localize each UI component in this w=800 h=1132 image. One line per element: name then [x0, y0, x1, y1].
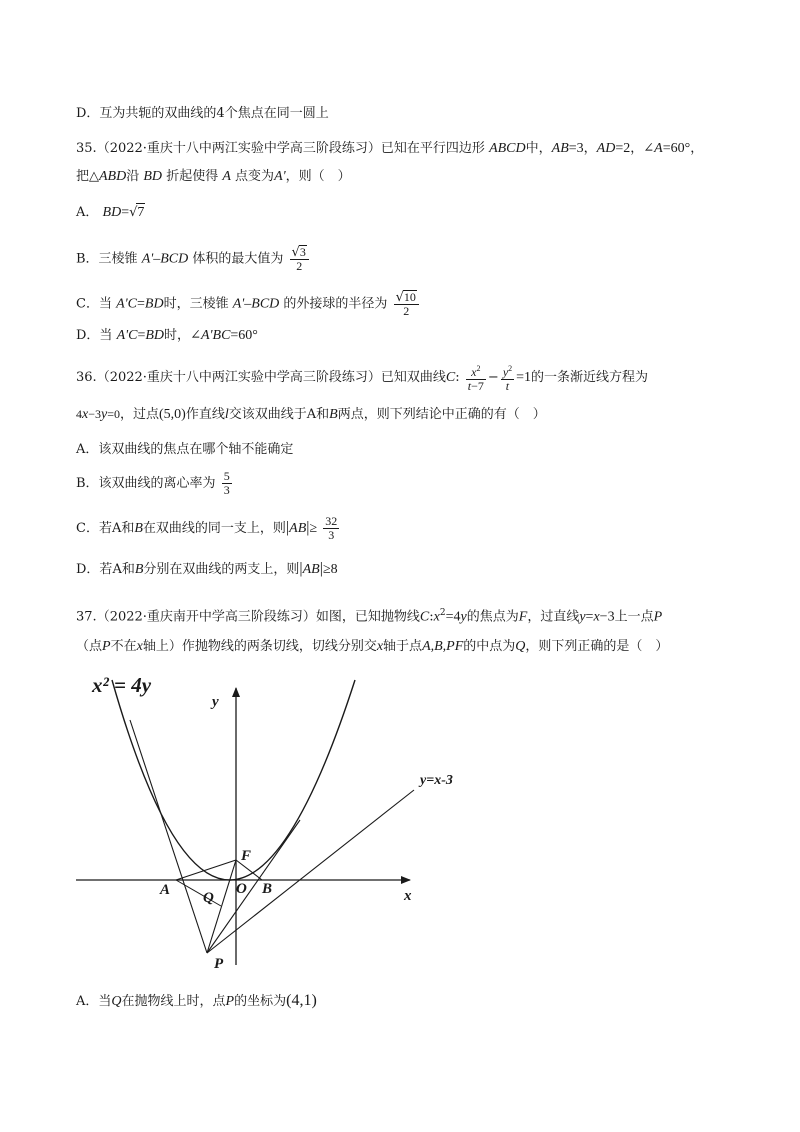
q37-stem-text: 的中点为 [463, 639, 516, 654]
q36-option-a-text: A．该双曲线的焦点在哪个轴不能确定 [76, 442, 294, 457]
q35-number: 35. [76, 141, 97, 156]
q37-stem-text: ，则下列正确的是（ ） [525, 639, 669, 654]
line-y-eq-x-minus-3 [207, 790, 414, 953]
segment-pf [207, 860, 236, 953]
q35-stem-line2: 把△ABD沿 BD 折起使得 A 点变为A'，则（ ） [76, 169, 351, 184]
q36-stem-text: 的一条渐近线方程为 [531, 370, 649, 385]
q35-option-d: D．当 A'C=BD时，∠A'BC=60° [76, 328, 258, 343]
axis-x-label: x [404, 888, 412, 904]
q35-stem-text: 把△ [76, 169, 99, 184]
point-label-b: B [262, 881, 273, 897]
q37-stem-text: ，过直线 [527, 609, 580, 625]
q36-option-d-text: 和 [121, 562, 135, 577]
q35-source: （2022·重庆十八中两江实验中学高三阶段练习） [96, 141, 381, 156]
q37-stem-text: 如图，已知抛物线 [315, 609, 420, 625]
q35-option-b-text: 体积的最大值为 [192, 251, 284, 267]
q37-stem-text: （点 [76, 639, 103, 654]
q36-option-c-text: C．若 [76, 521, 112, 536]
q35-stem-text: 点变为 [235, 169, 275, 184]
tangent-line-left [130, 720, 207, 953]
q35-option-a: A． BD=√7 [76, 205, 145, 220]
q36-stem-text: 两点，则下列结论中正确的有（ ） [337, 407, 546, 422]
q36-option-b: B．该双曲线的离心率为 $\frac{5}{3}$ [76, 469, 230, 497]
q36-option-b-text: B．该双曲线的离心率为 [76, 476, 216, 491]
q37-source: （2022·重庆南开中学高三阶段练习） [96, 609, 316, 625]
q37-stem-text: 的焦点为 [466, 609, 519, 625]
q37-option-a-text: A．当 [76, 994, 112, 1009]
q34-option-d [76, 105, 329, 123]
q36-stem-text: 交该双曲线于 [228, 407, 307, 422]
q36-stem-text: 作直线 [185, 407, 225, 422]
q36-option-c: C．若A和B在双曲线的同一支上，则|AB|≥ $\frac{32}{3}$ [76, 514, 338, 542]
q36-option-d: D．若A和B分别在双曲线的两支上，则|AB|≥8 [76, 560, 338, 577]
q36-source: （2022·重庆十八中两江实验中学高三阶段练习） [96, 370, 381, 385]
q36-option-d-text: D．若 [76, 562, 113, 577]
q35-option-a-label: A． [76, 205, 99, 220]
q35-stem-text: 折起使得 [166, 169, 219, 184]
parabola-curve [112, 680, 355, 880]
q37-option-a: A．当Q在抛物线上时，点P的坐标为(4,1) [76, 992, 317, 1009]
figure-title: x² = 4y [92, 673, 152, 697]
q35-option-c-text: 时，三棱锥 [163, 296, 229, 312]
point-label-p: P [214, 956, 224, 972]
q36-option-a [76, 441, 293, 459]
segment-fa [176, 860, 236, 880]
point-label-o: O [236, 881, 247, 897]
q35-option-c: C．当 A'C=BD时，三棱锥 A'–BCD 的外接球的半径为 $\frac{√10}{2}$ [76, 290, 421, 318]
q35-option-b: B．三棱锥 A'–BCD 体积的最大值为 $\frac{√3}{2}$ [76, 245, 311, 273]
q36-option-c-text: 在双曲线的同一支上，则 [142, 521, 286, 536]
point-label-a: A [160, 882, 171, 898]
line-label: y=x-3 [420, 773, 453, 788]
q36-option-c-text: 和 [121, 521, 135, 536]
q35-stem-text: 沿 [126, 169, 140, 184]
q37-option-a-text: 的坐标为 [234, 994, 287, 1009]
tangent-line-right [207, 820, 300, 953]
point-label-f: F [241, 848, 252, 864]
q36-stem-line1: 36.（2022·重庆十八中两江实验中学高三阶段练习）已知双曲线C: $\frac{x^2}{t-7}$ − $\frac{y^2}{t}$ =1的一条渐近线方程为 [76, 364, 649, 393]
q37-stem-text: 轴上）作抛物线的两条切线，切线分别交 [142, 639, 377, 654]
point-label-q: Q [203, 890, 214, 906]
q35-option-c-text: 的外接球的半径为 [283, 296, 388, 312]
q34-option-d-text: D．互为共轭的双曲线的4个焦点在同一圆上 [76, 106, 329, 121]
q35-stem-text: 已知在平行四边形 [380, 141, 485, 156]
q37-option-a-text: 在抛物线上时，点 [121, 994, 226, 1009]
q35-stem-line1: 35.（2022·重庆十八中两江实验中学高三阶段练习）已知在平行四边形 ABCD中，AB=3，AD=2，∠A=60°， [76, 141, 704, 156]
q36-stem-line2: 4x−3y=0，过点(5,0)作直线l交该双曲线于A和B两点，则下列结论中正确的有（ ） [76, 407, 546, 422]
q35-option-d-text: D．当 [76, 328, 113, 343]
q35-option-d-text: 时， [164, 328, 191, 343]
q35-option-b-text: B．三棱锥 [76, 251, 138, 267]
q35-option-c-text: C．当 [76, 296, 112, 312]
parabola-figure [70, 668, 453, 972]
q36-stem-text: 和 [316, 407, 330, 422]
q36-number: 36. [76, 370, 97, 385]
q35-stem-text: ，则（ ） [285, 169, 351, 184]
q37-stem-text: 轴于点 [383, 639, 423, 654]
q37-stem-text: 不在 [110, 639, 137, 654]
axis-y-label: y [212, 694, 219, 710]
q35-stem-text: 中， [525, 141, 552, 156]
q36-stem-text: 已知双曲线 [380, 370, 446, 385]
q37-stem-line2: （点P不在x轴上）作抛物线的两条切线，切线分别交x轴于点A,B,PF的中点为Q，则下列正确的是（ ） [76, 639, 669, 654]
q36-stem-text: ，过点 [120, 407, 160, 422]
q37-stem-line1: 37.（2022·重庆南开中学高三阶段练习）如图，已知抛物线$C:x^2=4y$的焦点为F，过直线y=x−3上一点P [76, 608, 663, 625]
q36-option-d-text: 分别在双曲线的两支上，则 [143, 562, 300, 577]
q37-number: 37. [76, 609, 97, 625]
segment-aq [176, 880, 221, 906]
q37-stem-text: 上一点 [614, 609, 654, 625]
